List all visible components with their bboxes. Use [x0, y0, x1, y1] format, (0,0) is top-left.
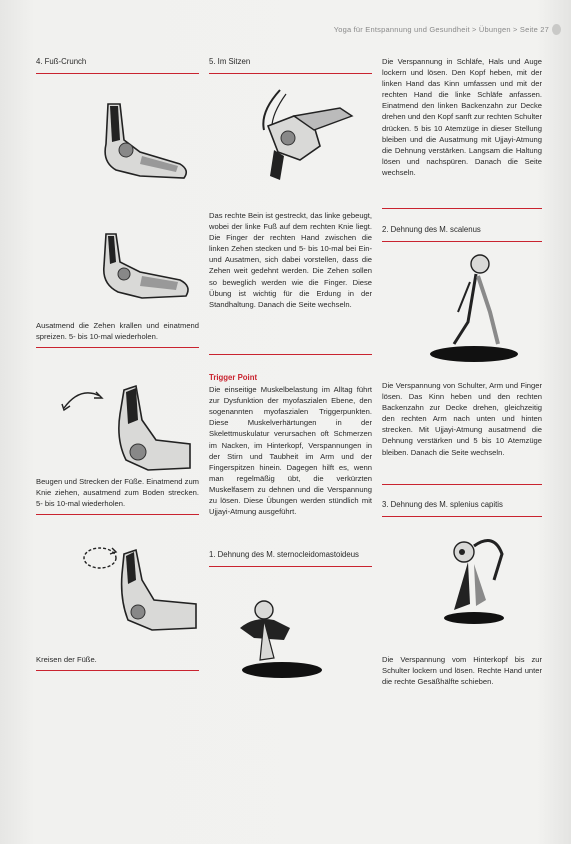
right-column	[382, 56, 542, 178]
page-edge-mark	[552, 24, 561, 35]
splenius-stretch-illustration	[424, 530, 524, 642]
section-3-heading: 3. Dehnung des M. splenius capitis	[382, 499, 542, 517]
trigger-point-text: Die einseitige Muskelbelastung im Alltag führt zur Dysfunktion der myofaszialen Ebene, den sogenannten myofaszialen Triggerpunkten. Diese Muskelverhärtungen in der Skelettmuskulatur verursachen oft Schmerzen im Nacken, im Hinterkopf, Verspannungen in der Stirn und Taubheit im Arm und der Fingerspitzen hinein. Dagegen hilft es, wenn man regelmäßig übt, die verkürzten Muskelfasern zu dehnen und die Verspannung zu lösen. Diese Übungen werden stündlich mit Ujjayi-Atmung ausgeführt.	[209, 385, 372, 517]
scalenus-stretch-illustration	[418, 252, 528, 364]
section-3-heading-block	[382, 499, 542, 517]
foot-flex-illustration	[56, 380, 196, 480]
section-2-text: Die Verspannung von Schulter, Arm und Finger lösen. Das Kinn heben und den rechten Backenzahn zur Decke drehen, gleichzeitig den rechten Arm nach unten und hinten strecken. Mit Ujjayi-Atmung ausatmend die Dehnung verstärken und 5 bis 10 Atemzüge bleiben. Danach die Seite wechseln.	[382, 381, 542, 457]
circle-caption-block	[36, 654, 199, 671]
section-5-divider	[209, 354, 372, 355]
toe-spread-illustration	[82, 232, 197, 307]
section-5-text-block	[209, 210, 372, 310]
right-top-text: Die Verspannung in Schläfe, Hals und Auge lockern und lösen. Den Kopf heben, mit der linken Hand das Kinn umfassen und mit der rechten Hand die linke Schläfe anfassen. Einatmend den linken Backenzahn zur Decke drehen und den Kopf sanft zur rechten Schulter drücken. 5 bis 10 Atemzüge in dieser Stellung bleiben und die Ausatmung mit Ujjayi-Atmung die Dehnung verstärken. Langsam die Haltung lösen und nachspüren. Danach die Seite wechseln.	[382, 57, 542, 177]
flex-caption-block	[36, 476, 199, 515]
left-column	[36, 56, 199, 74]
section-2-heading: 2. Dehnung des M. scalenus	[382, 224, 542, 242]
right-top-divider	[382, 208, 542, 209]
circle-caption: Kreisen der Füße.	[36, 654, 199, 671]
trigger-point-block	[209, 372, 372, 517]
running-head: Yoga für Entspannung und Gesundheit > Übungen > Seite 27	[333, 25, 549, 34]
section-5-text: Das rechte Bein ist gestreckt, das linke gebeugt, wobei der linke Fuß auf dem rechten Knie liegt. Die Finger der rechten Hand zwischen die linken Zehen stecken und 5- bis 10-mal bei Ein- und Ausatmen, sich dabei vorstellen, dass die Zehen weit gedehnt werden. Die Zehen sollen so beweglich werden wie die Finger. Diese Übung ist wichtig für die Erdung in der Standhaltung. Danach die Seite wechseln.	[209, 211, 372, 309]
section-1-heading: 1. Dehnung des M. sternocleidomastoideus	[209, 549, 372, 567]
trigger-point-title: Trigger Point	[209, 373, 258, 382]
foot-crunch-illustration	[80, 100, 195, 185]
neck-stretch-illustration	[234, 598, 334, 682]
section-1-heading-block	[209, 549, 372, 567]
toe-caption-block	[36, 320, 199, 348]
seated-foot-illustration	[240, 86, 360, 190]
foot-circle-illustration	[82, 540, 200, 636]
section-3-text: Die Verspannung vom Hinterkopf bis zur Schulter lockern und lösen. Rechte Hand unter die rechte Gesäßhälfte schieben.	[382, 655, 542, 687]
section-2-text-block	[382, 380, 542, 458]
section-2-divider	[382, 484, 542, 485]
section-4-heading: 4. Fuß-Crunch	[36, 56, 199, 74]
section-3-text-block	[382, 654, 542, 687]
middle-column	[209, 56, 372, 74]
toe-caption: Ausatmend die Zehen krallen und einatmend spreizen. 5- bis 10-mal wiederholen.	[36, 320, 199, 348]
section-5-heading: 5. Im Sitzen	[209, 56, 372, 74]
section-2-heading-block	[382, 224, 542, 242]
flex-caption: Beugen und Strecken der Füße. Einatmend zum Knie ziehen, ausatmend zum Boden strecken. 5- bis 10-mal wiederholen.	[36, 476, 199, 515]
